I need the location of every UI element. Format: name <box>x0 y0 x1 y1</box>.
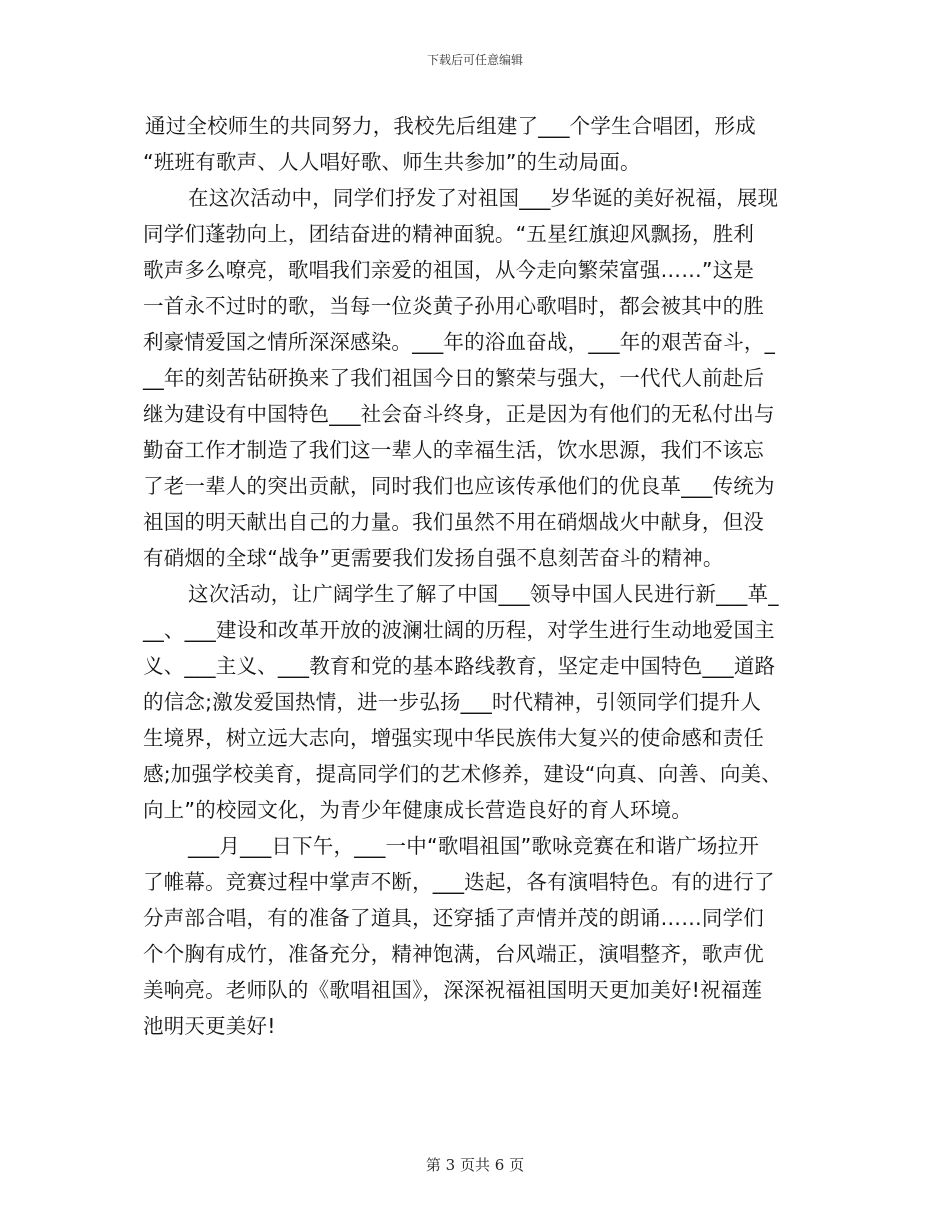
text-line: 勤奋工作才制造了我们这一辈人的幸福生活，饮水思源，我们不该忘 <box>143 438 764 462</box>
paragraph-start-line: 这次活动，让广阔学生了解了中国___领导中国人民进行新___革_ <box>188 582 779 606</box>
paragraph-start-line: ___月___日下午，___一中“歌唱祖国”歌咏竞赛在和谐广场拉开 <box>188 834 760 858</box>
text-line: 分声部合唱，有的准备了道具，还穿插了声情并茂的朗诵……同学们 <box>143 906 764 930</box>
text-line: 美响亮。老师队的《歌唱祖国》，深深祝福祖国明天更加美好!祝福莲 <box>143 978 763 1002</box>
text-line: 继为建设有中国特色___社会奋斗终身，正是因为有他们的无私付出与 <box>143 402 775 426</box>
text-line: 的信念;激发爱国热情，进一步弘扬___时代精神，引领同学们提升人 <box>143 690 762 714</box>
text-line: 了帷幕。竞赛过程中掌声不断，___迭起，各有演唱特色。有的进行了 <box>143 870 775 894</box>
page-footer: 第 3 页共 6 页 <box>425 1156 525 1174</box>
text-line: “班班有歌声、人人唱好歌、师生共参加”的生动局面。 <box>143 150 641 174</box>
text-line: 歌声多么嘹亮，歌唱我们亲爱的祖国，从今走向繁荣富强……”这是 <box>143 258 755 282</box>
text-line: 了老一辈人的突出贡献，同时我们也应该传承他们的优良革___传统为 <box>143 474 775 498</box>
page-header: 下载后可任意编辑 <box>426 53 523 67</box>
text-line: 感;加强学校美育，提高同学们的艺术修养，建设“向真、向善、向美、 <box>143 762 782 786</box>
text-line: 有硝烟的全球“战争”更需要我们发扬自强不息刻苦奋斗的精神。 <box>143 546 724 570</box>
paragraph-start-line: 在这次活动中，同学们抒发了对祖国___岁华诞的美好祝福，展现 <box>188 186 779 210</box>
text-line: 同学们蓬勃向上，团结奋进的精神面貌。“五星红旗迎风飘扬，胜利 <box>143 222 755 246</box>
text-line: 利豪情爱国之情所深深感染。___年的浴血奋战，___年的艰苦奋斗，_ <box>143 330 776 354</box>
text-line: 义、___主义、___教育和党的基本路线教育，坚定走中国特色___道路 <box>143 654 776 678</box>
text-line: __年的刻苦钻研换来了我们祖国今日的繁荣与强大，一代代人前赴后 <box>143 366 765 390</box>
text-line: 池明天更美好! <box>143 1014 276 1038</box>
text-line: 向上”的校园文化，为青少年健康成长营造良好的育人环境。 <box>143 798 693 822</box>
text-line: 一首永不过时的歌，当每一位炎黄子孙用心歌唱时，都会被其中的胜 <box>143 294 764 318</box>
text-line: __、___建设和改革开放的波澜壮阔的历程，对学生进行生动地爱国主 <box>143 618 775 642</box>
text-line: 个个胸有成竹，准备充分，精神饱满，台风端正，演唱整齐，歌声优 <box>143 942 764 966</box>
text-line: 通过全校师生的共同努力，我校先后组建了___个学生合唱团，形成 <box>145 114 756 138</box>
text-line: 生境界，树立远大志向，增强实现中华民族伟大复兴的使命感和责任 <box>143 726 764 750</box>
text-line: 祖国的明天献出自己的力量。我们虽然不用在硝烟战火中献身，但没 <box>143 510 764 534</box>
